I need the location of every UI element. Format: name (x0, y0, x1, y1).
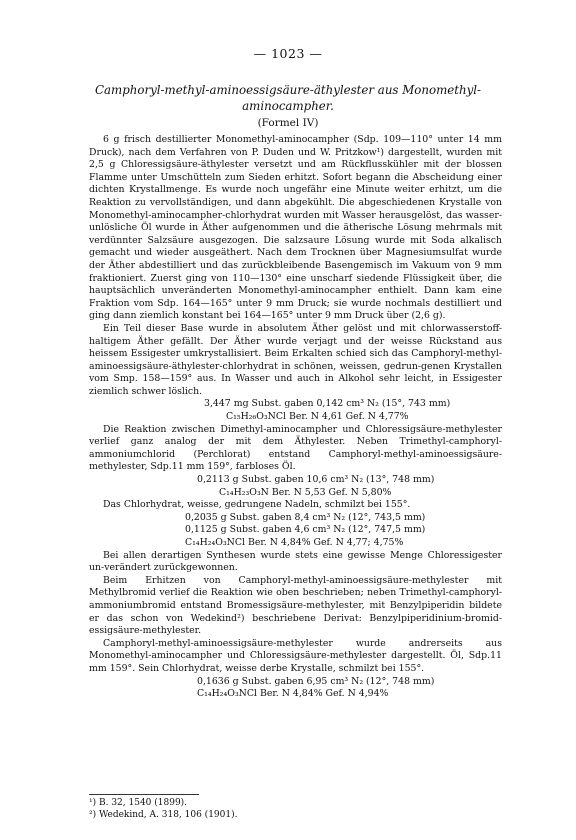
analysis-2-line-2: C₁₄H₂₃O₃N Ber. N 5,53 Gef. N 5,80% (219, 486, 392, 498)
analysis-4-line-2: C₁₄H₂₄O₃NCl Ber. N 4,84% Gef. N 4,94% (197, 688, 389, 700)
article-body (89, 134, 502, 701)
paragraph-5: Bei allen derartigen Synthesen wurde stets eine gewisse Menge Chloressigester un-verändert zurückgewonnen. (89, 549, 502, 574)
footnote-1: ¹) B. 32, 1540 (1899). (89, 798, 188, 808)
analysis-3-line-3: C₁₄H₂₄O₃NCl Ber. N 4,84% Gef. N 4,77; 4,75% (185, 537, 404, 548)
analysis-2-line-1: 0,2113 g Subst. gaben 10,6 cm³ N₂ (13°, 748 mm) (197, 474, 435, 486)
section-title (80, 82, 496, 114)
formula-label: (Formel IV) (257, 117, 319, 129)
paragraph-2: Ein Teil dieser Base wurde in absolutem Äther gelöst und mit chlorwasserstoff-haltigem Äther gefällt. Der Äther wurde verjagt und der weisse Rückstand aus heissem Essigester umkrystallisiert. Beim Erkalten schied sich das Camphoryl-methyl-aminoessigsäure-äthylester-chlorhydrat in schönen, weissen, gedrun-genen Krystallen vom Smp. 158—159° aus. In Wasser und auch in Alkohol sehr leicht, in Essigester ziemlich schwer löslich. (89, 322, 502, 397)
paragraph-3: Die Reaktion zwischen Dimethyl-aminocampher und Chloressigsäure-methylester verlief ganz analog der mit dem Äthylester. Neben Trimethyl-camphoryl-ammoniumchlorid (Perchlorat) entstand Camphoryl-methyl-aminoessigsäure-methylester, Sdp.11 mm 159°, farbloses Öl. (89, 423, 502, 473)
paragraph-4: Das Chlorhydrat, weisse, gedrungene Nadeln, schmilzt bei 155°. (103, 499, 411, 511)
page-number: — 1023 — (253, 46, 323, 61)
analysis-4-line-1: 0,1636 g Subst. gaben 6,95 cm³ N₂ (12°, 748 mm) (197, 675, 435, 687)
analysis-3-line-2: 0,1125 g Subst. gaben 4,6 cm³ N₂ (12°, 747,5 mm) (185, 524, 426, 536)
title-line-1: Camphoryl-methyl-aminoessigsäure-äthylester aus Monomethyl- (94, 83, 482, 97)
paragraph-1: 6 g frisch destillierter Monomethyl-aminocampher (Sdp. 109—110° unter 14 mm Druck), nach dem Verfahren von P. Duden und W. Pritzkow¹) dargestellt, wurden mit 2,5 g Chloressigsäure-äthylester versetzt und am Rückflusskühler mit der blossen Flamme unter Umschütteln zum Sieden erhitzt. Sofort begann die Abscheidung einer dichten Krystallmenge. Es wurde noch ungefähr eine Minute weiter erhitzt, um die Reaktion zu vervollständigen, und dann abgekühlt. Die abgeschiedenen Krystalle von Monomethyl-aminocampher-chlorhydrat wurden mit Wasser herausgelöst, das wasser-unlösliche Öl wurde in Äther aufgenommen und die ätherische Lösung mehrmals mit verdünnter Salzsäure ausgezogen. Die salzsaure Lösung wurde mit Soda alkalisch gemacht und wieder ausgeäthert. Nach dem Trocknen über Magnesiumsulfat wurde der Äther abdestilliert und das zurückbleibende Basengemisch im Vakuum von 9 mm fraktioniert. Zuerst ging von 110—130° eine unscharf siedende Flüssigkeit über, die hauptsächlich unveränderten Monomethyl-aminocampher enthielt. Dann kam eine Fraktion vom Sdp. 164—165° unter 9 mm Druck; sie wurde nochmals destilliert und ging dann ziemlich konstant bei 164—165° unter 9 mm Druck über (2,6 g). (89, 134, 502, 322)
paragraph-6: Beim Erhitzen von Camphoryl-methyl-aminoessigsäure-methylester mit Methylbromid verlief die Reaktion wie oben beschrieben; neben Trimethyl-camphoryl-ammoniumbromid entstand Bromessigsäure-methylester, mit Benzylpiperidin bildete er das schon von Wedekind²) beschriebene Derivat: Benzylpiperidinium-bromid-essigsäure-methylester. (89, 574, 502, 637)
analysis-3-line-1: 0,2035 g Subst. gaben 8,4 cm³ N₂ (12°, 743,5 mm) (185, 511, 426, 523)
analysis-1-line-1: 3,447 mg Subst. gaben 0,142 cm³ N₂ (15°, 743 mm) (204, 398, 451, 410)
paragraph-7: Camphoryl-methyl-aminoessigsäure-methylester wurde andrerseits aus Monomethyl-aminocampher und Chloressigsäure-methylester dargestellt. Öl, Sdp.11 mm 159°. Sein Chlorhydrat, weisse derbe Krystalle, schmilzt bei 155°. (89, 637, 502, 674)
footnote-2: ²) Wedekind, A. 318, 106 (1901). (89, 810, 238, 820)
analysis-1-line-2: C₁₅H₂₆O₃NCl Ber. N 4,61 Gef. N 4,77% (226, 411, 409, 423)
footnote-rule (89, 794, 199, 795)
title-line-2: aminocampher. (242, 99, 334, 113)
